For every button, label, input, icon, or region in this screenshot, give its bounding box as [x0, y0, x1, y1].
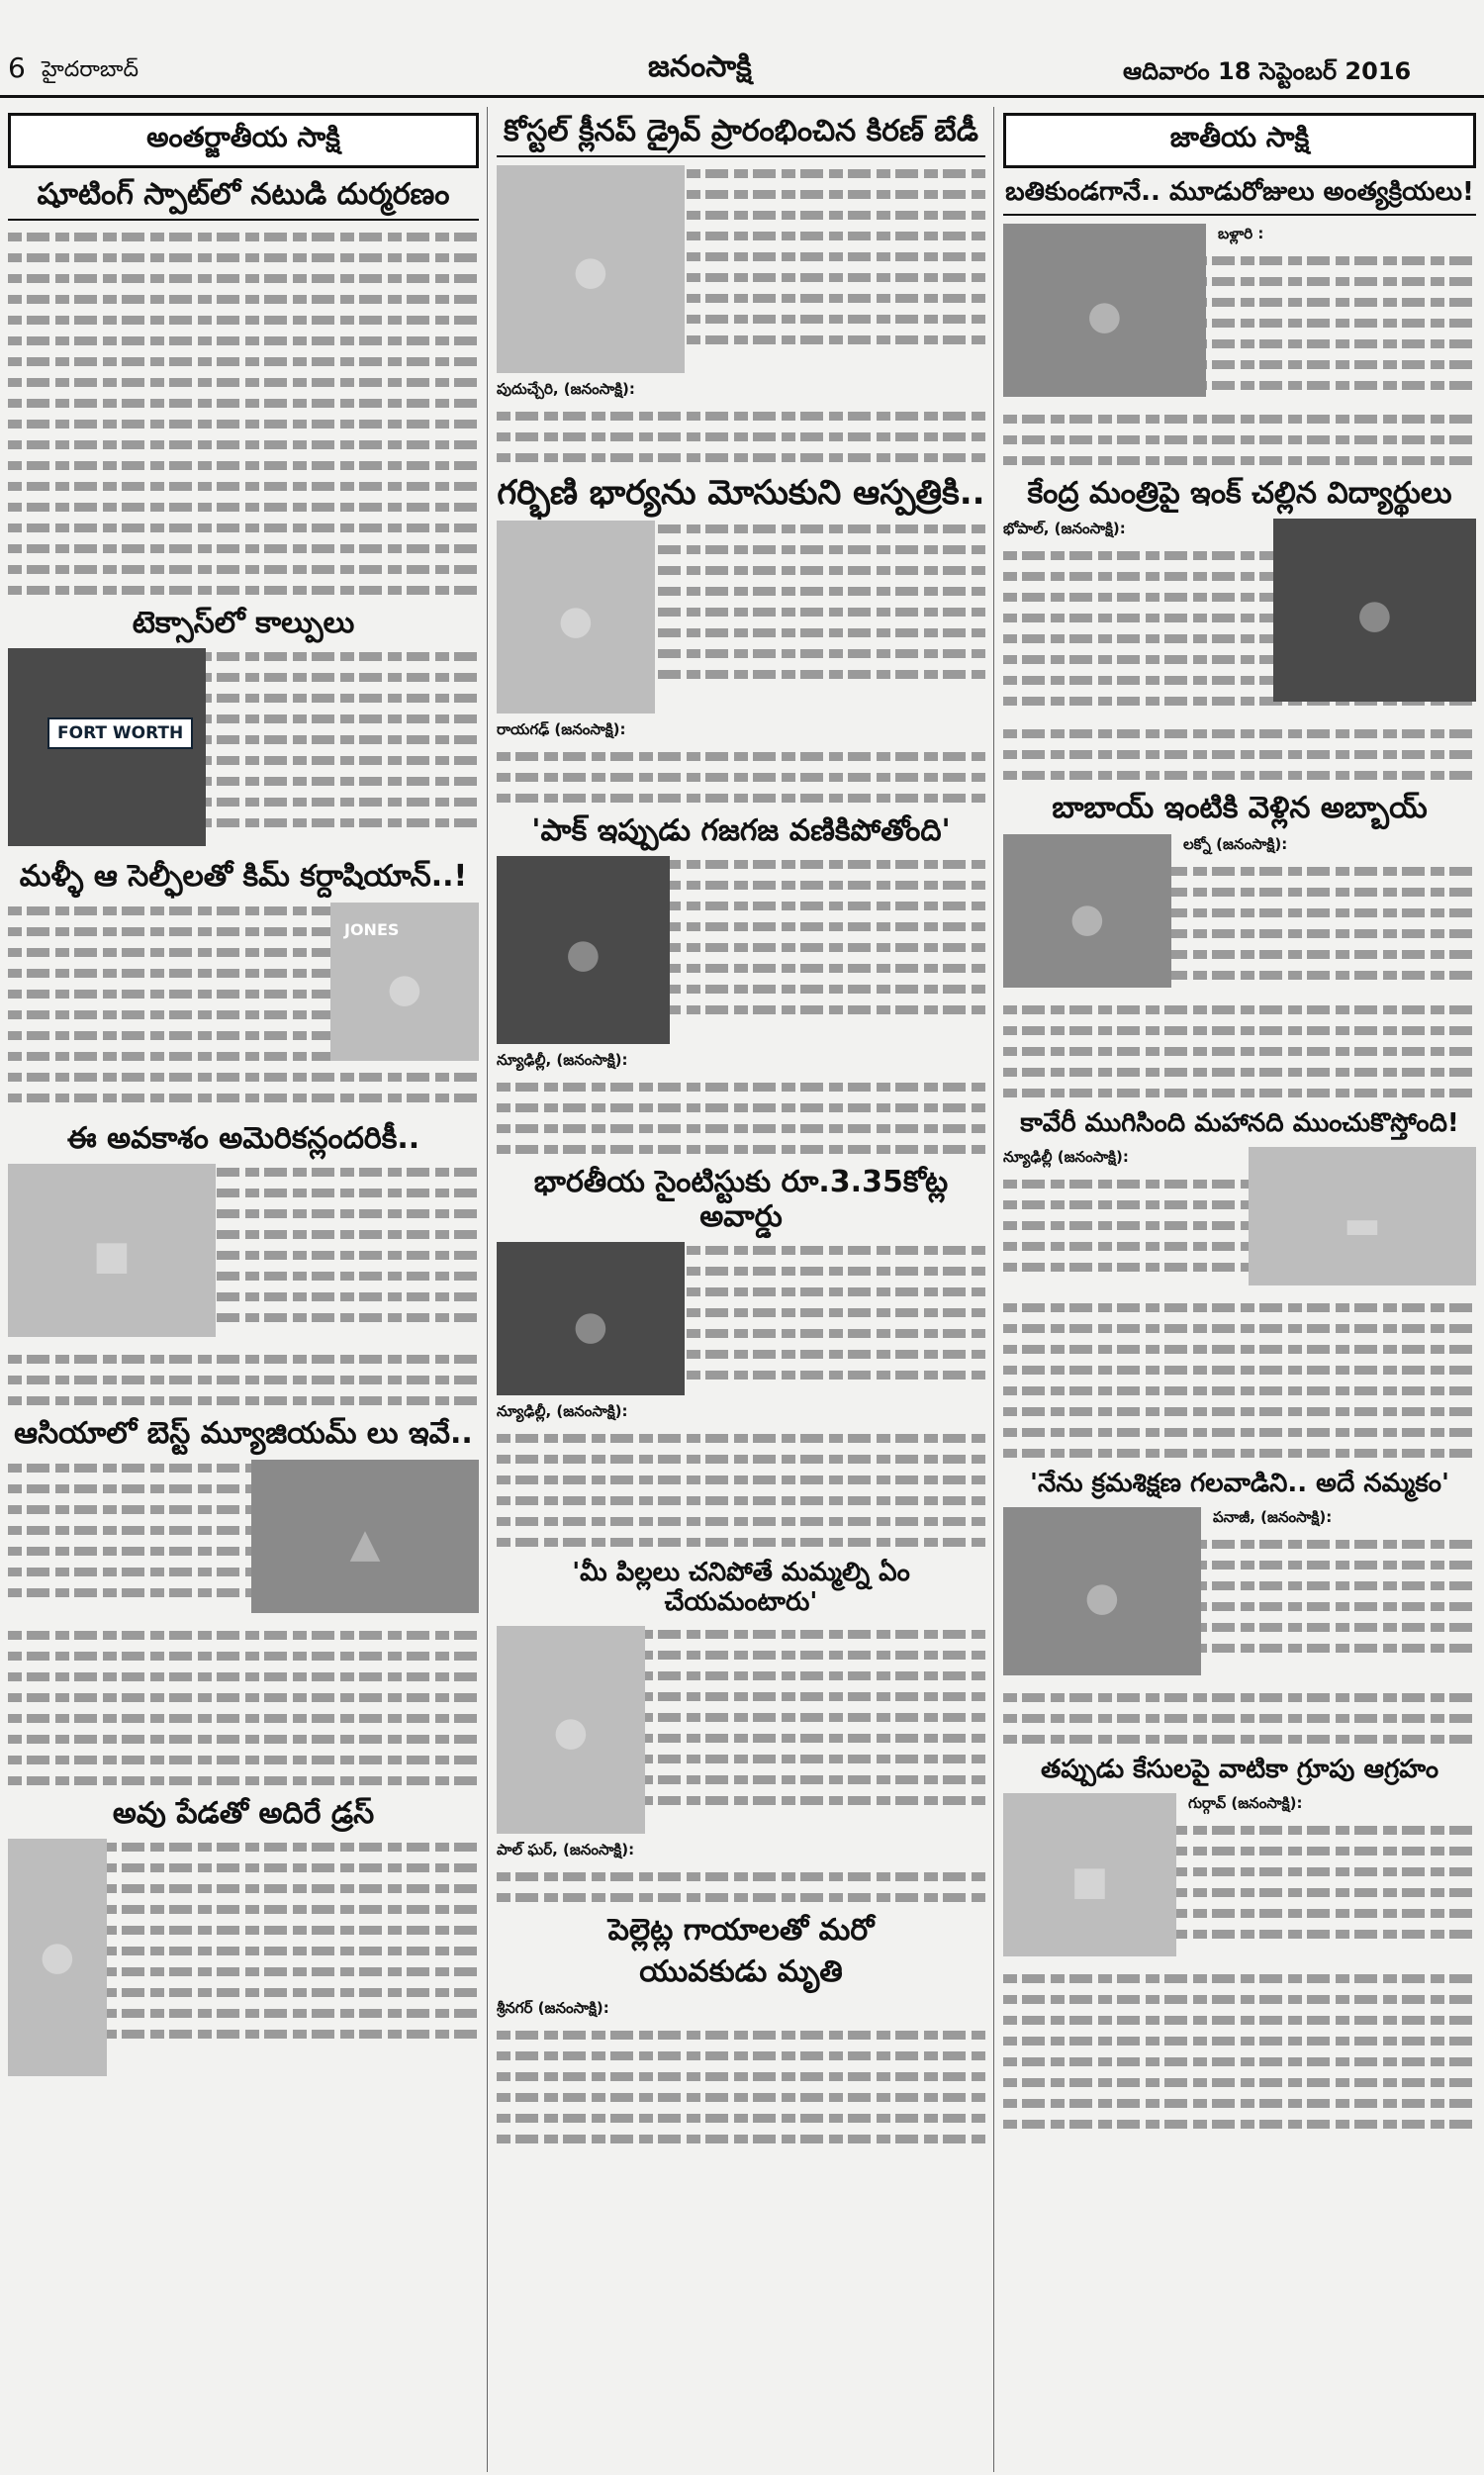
article-body	[1003, 1693, 1476, 1744]
issue-date: ఆదివారం 18 సెప్టెంబర్ 2016	[1123, 57, 1412, 85]
article-photo: ▬	[1249, 1147, 1476, 1285]
headline: మళ్ళీ ఆ సెల్ఫీలతో కిమ్ కర్దాషియాన్..!	[19, 859, 468, 894]
column-divider	[487, 107, 488, 2472]
headline: తప్పుడు కేసులపై వాటికా గ్రూపు ఆగ్రహం	[1040, 1754, 1439, 1784]
article-body	[497, 1840, 985, 1902]
headline: టెక్సాస్‌లో కాల్పులు	[132, 605, 355, 640]
headline: ఆసియాలో బెస్ట్ మ్యూజియమ్ లు ఇవే..	[14, 1416, 473, 1451]
article-dateline: లక్నో (జనంసాక్షి):	[1183, 834, 1288, 853]
photo-sign: JONES	[344, 919, 400, 939]
article-dateline: భోపాల్, (జనంసాక్షి):	[1003, 520, 1126, 538]
headline: 'పాక్ ఇప్పుడు గజగజ వణికిపోతోంది'	[531, 812, 951, 848]
section-heading-national: జాతీయ సాక్షి	[1003, 113, 1476, 168]
article-body	[1003, 729, 1476, 780]
column-divider	[993, 107, 994, 2472]
article-dateline: గుర్గావ్ (జనంసాక్షి):	[1188, 1793, 1303, 1812]
article-body	[497, 1998, 985, 2143]
newspaper-logo: జనంసాక్షి	[648, 49, 752, 84]
article-photo: ▲	[251, 1460, 479, 1613]
article-body	[497, 379, 985, 462]
article-body	[497, 719, 985, 803]
headline: షూటింగ్ స్పాట్‌లో నటుడి దుర్మరణం	[8, 178, 479, 221]
headline: గర్భిణి భార్యను మోసుకుని ఆస్పత్రికి..	[497, 472, 985, 513]
headline: కేంద్ర మంత్రిపై ఇంక్ చల్లిన విద్యార్థులు	[1027, 475, 1452, 511]
edition-city: హైదరాబాద్	[42, 57, 139, 82]
headline-line-2: యువకుడు మృతి	[639, 1954, 843, 1990]
article-dateline: రాయగఢ్ (జనంసాక్షి):	[497, 719, 626, 738]
headline: బాబాయ్ ఇంటికి వెళ్లిన అబ్బాయ్	[1052, 791, 1428, 826]
headline: పెల్లెట్ల గాయాలతో మరో	[607, 1912, 875, 1948]
headline: కావేరీ ముగిసింది మహానది ముంచుకొస్తోంది!	[1020, 1107, 1459, 1138]
article-body	[1003, 415, 1476, 465]
section-heading-international: అంతర్జాతీయ సాక్షి	[8, 113, 479, 168]
headline: కోస్టల్ క్లీనప్ డ్రైవ్ ప్రారంభించిన కిరణ్ బేడీ	[497, 115, 985, 157]
page-number: 6	[8, 51, 26, 84]
headline: బతికుండగానే.. మూడురోజులు అంత్యక్రియలు!	[1003, 178, 1476, 216]
headline: 'నేను క్రమశిక్షణ గలవాడిని.. అదే నమ్మకం'	[1030, 1468, 1449, 1498]
article-photo: ●	[1273, 519, 1476, 702]
article-photo: ●	[497, 165, 685, 373]
headline: 'మీ పిల్లలు చనిపోతే మమ్మల్ని ఏం చేయమంటారు'	[572, 1558, 910, 1617]
right-column	[1003, 107, 1476, 2141]
headline: భారతీయ సైంటిస్టుకు రూ.3.35కోట్ల అవార్డు	[533, 1165, 949, 1234]
headline: అవు పేడతో అదిరే డ్రస్	[112, 1795, 375, 1831]
article-photo: ■	[8, 1164, 216, 1337]
article-photo: JONES ●	[330, 903, 479, 1061]
article-dateline: పాల్ ఘర్, (జనంసాక్షి):	[497, 1840, 635, 1858]
article-photo: ●	[1003, 834, 1171, 988]
article-dateline: న్యూఢిల్లీ (జనంసాక్షి):	[1003, 1147, 1129, 1166]
article-dateline: పుదుచ్చేరి, (జనంసాక్షి):	[497, 379, 635, 398]
article-dateline: న్యూఢిల్లీ, (జనంసాక్షి):	[497, 1402, 628, 1421]
masthead-rule	[0, 95, 1484, 98]
article-dateline: శ్రీనగర్ (జనంసాక్షి):	[497, 1998, 609, 2017]
photo-sign: FORT WORTH	[47, 717, 193, 749]
article-body	[8, 233, 479, 595]
article-photo: ●	[1003, 224, 1206, 397]
article-photo: ●	[497, 856, 670, 1044]
article-photo: ●	[497, 1626, 645, 1834]
article-dateline: పనాజీ, (జనంసాక్షి):	[1213, 1507, 1333, 1526]
article-body	[8, 1355, 479, 1405]
article-body	[497, 1050, 985, 1154]
article-photo: ●	[1003, 1507, 1201, 1675]
headline: ఈ అవకాశం అమెరికన్లందరికీ..	[66, 1120, 420, 1156]
article-photo	[8, 648, 206, 846]
article-body	[497, 1401, 985, 1547]
left-column	[8, 107, 479, 2082]
article-photo: ●	[8, 1839, 107, 2076]
article-dateline: న్యూఢిల్లీ, (జనంసాక్షి):	[497, 1051, 628, 1070]
middle-column	[497, 107, 985, 2155]
article-photo: ●	[497, 521, 655, 714]
article-photo: ■	[1003, 1793, 1176, 1956]
article-body	[1003, 1974, 1476, 2129]
article-photo: ●	[497, 1242, 685, 1395]
article-dateline: బళ్లారి :	[1218, 224, 1264, 242]
article-body	[1003, 1005, 1476, 1097]
article-body	[1003, 1303, 1476, 1458]
article-body	[8, 1631, 479, 1785]
masthead	[0, 0, 1484, 107]
